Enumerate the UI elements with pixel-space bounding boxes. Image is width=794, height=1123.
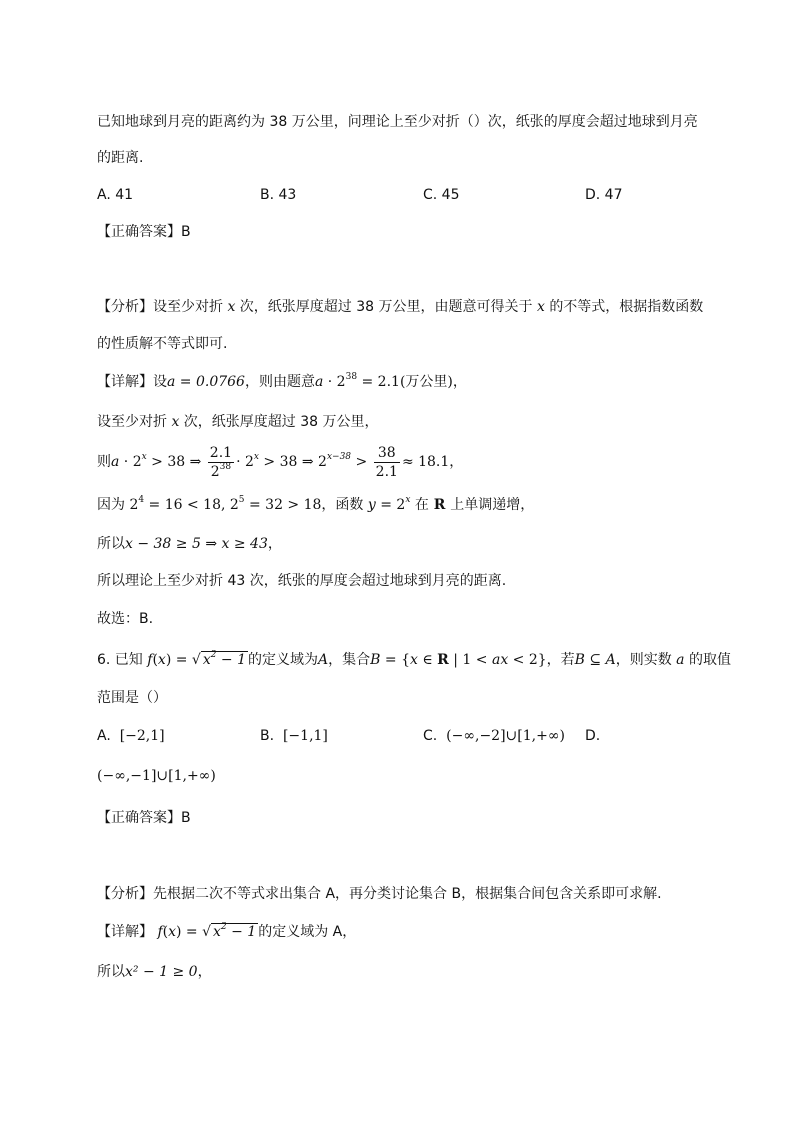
math-expr: = 16 < 18, [148, 497, 226, 513]
p5-option-d: D. 47 [585, 187, 623, 203]
p6-option-d-value: (−∞,−1]∪[1,+∞) [97, 768, 216, 784]
detail-text: 的定义域为 [248, 652, 319, 668]
detail-text: ， [197, 964, 212, 980]
analysis-label: 【分析】 [97, 299, 153, 315]
detail-text: 所以 [97, 964, 125, 980]
analysis-text: 的不等式，根据指数函数 [549, 299, 704, 315]
answer-value: B [181, 224, 191, 240]
detail-text: ，则由题意 [244, 374, 315, 390]
math-expr: ≈ 18.1， [401, 454, 464, 470]
detail-text: ，则实数 [615, 652, 672, 668]
math-expr: x − 38 ≥ 5 ⇒ x ≥ 43 [125, 536, 268, 552]
p5-analysis-line2: 的性质解不等式即可. [97, 336, 228, 352]
detail-text: 次，纸张厚度超过 38 万公里， [183, 414, 379, 430]
detail-text: 在 [414, 497, 429, 513]
fraction: $\frac{38}{2.1}$ [375, 444, 398, 480]
p5-detail-line4: 因为 $2^4 = 16 < 18$, $2^5 = 32 > 18$，函数 $y = 2^x$ 在 R 上单调递增， [97, 495, 535, 513]
math-expr: > 38 ⇒ [263, 454, 314, 470]
detail-text: 上单调递增， [450, 497, 535, 513]
p6-answer [97, 808, 191, 828]
p5-option-b: B. 43 [260, 187, 297, 203]
p5-detail-line6: 所以理论上至少对折 43 次，纸张的厚度会超过地球到月亮的距离. [97, 573, 507, 589]
analysis-text: 设至少对折 [153, 299, 223, 315]
p6-option-b: B. [−1,1] [260, 728, 328, 744]
p6-stem-line2: 范围是（） [97, 690, 167, 706]
sqrt-expr: √ $x^2 - 1$ [191, 650, 247, 668]
p6-analysis [97, 884, 662, 904]
p5-option-c: C. 45 [423, 187, 460, 203]
p5-stem-line2: 的距离. [97, 150, 144, 166]
p5-stem-line1: 已知地球到月亮的距离约为 38 万公里，问理论上至少对折（）次，纸张的厚度会超过地球到月亮 [97, 114, 698, 130]
detail-text: 的取值 [688, 652, 731, 668]
p6-option-a: A. [−2,1] [97, 728, 165, 744]
p5-answer [97, 222, 191, 242]
sqrt-expr: √ $x^2 - 1$ [202, 922, 257, 940]
detail-text: 的定义域为 A， [258, 924, 357, 940]
question-number: 6. 已知 [97, 652, 143, 668]
p5-detail-line5 [97, 534, 282, 554]
analysis-text: 次，纸张厚度超过 38 万公里，由题意可得关于 [239, 299, 533, 315]
analysis-text: 先根据二次不等式求出集合 A，再分类讨论集合 B，根据集合间包含关系即可求解. [153, 886, 662, 902]
detail-text: 所以 [97, 536, 125, 552]
math-expr: = 2.1(万公里)， [361, 374, 467, 390]
p6-stem-line1: 6. 已知 f(x) = √ $x^2 - 1$ 的定义域为A，集合B = {x ∈ R | 1 < ax < 2}，若B ⊆ A，则实数 a 的取值 [97, 650, 731, 668]
p5-detail-line2: 设至少对折 x 次，纸张厚度超过 38 万公里， [97, 414, 379, 430]
detail-text: ， [267, 536, 282, 552]
math-expr: = 32 > 18，函数 [248, 497, 364, 513]
detail-text: 因为 [97, 497, 125, 513]
p5-detail-line1: 【详解】设a = 0.0766，则由题意$a \cdot 2^{38} = 2.1$(万公里)， [97, 372, 467, 390]
p6-option-d: D. [585, 728, 601, 744]
detail-text: ，若 [546, 652, 575, 668]
p6-option-c: C. (−∞,−2]∪[1,+∞) [423, 728, 565, 744]
fraction: $\frac{2.1}{2^{38}}$ [209, 444, 233, 480]
p6-detail-line1: 【详解】 f(x) = √ $x^2 - 1$ 的定义域为 A， [97, 922, 357, 940]
detail-text: 则 [97, 454, 111, 470]
answer-value: B [181, 810, 191, 826]
p5-detail-line7: 故选：B. [97, 611, 154, 627]
p5-detail-line3: 则$a \cdot 2^x > 38$ ⇒ $\frac{2.1}{2^{38}}$ · $2^x > 38$ ⇒ $2^{x-38}$ > $\frac{38}{2.1}$ ≈ 18.1， [97, 444, 464, 480]
math-expr: a = 0.0766 [167, 374, 245, 390]
detail-label: 【详解】 [97, 924, 153, 940]
detail-label: 【详解】 [97, 374, 153, 390]
p5-option-a: A. 41 [97, 187, 134, 203]
answer-label: 【正确答案】 [97, 810, 181, 826]
detail-text: 设至少对折 [97, 414, 167, 430]
analysis-label: 【分析】 [97, 886, 153, 902]
p6-detail-line2 [97, 962, 212, 982]
math-expr: x² − 1 ≥ 0 [125, 964, 198, 980]
p5-analysis-line1: 【分析】设至少对折 x 次，纸张厚度超过 38 万公里，由题意可得关于 x 的不等式，根据指数函数 [97, 299, 704, 315]
answer-label: 【正确答案】 [97, 224, 181, 240]
detail-text: 设 [153, 374, 167, 390]
math-expr: > 38 ⇒ [151, 454, 202, 470]
detail-text: ，集合 [328, 652, 371, 668]
